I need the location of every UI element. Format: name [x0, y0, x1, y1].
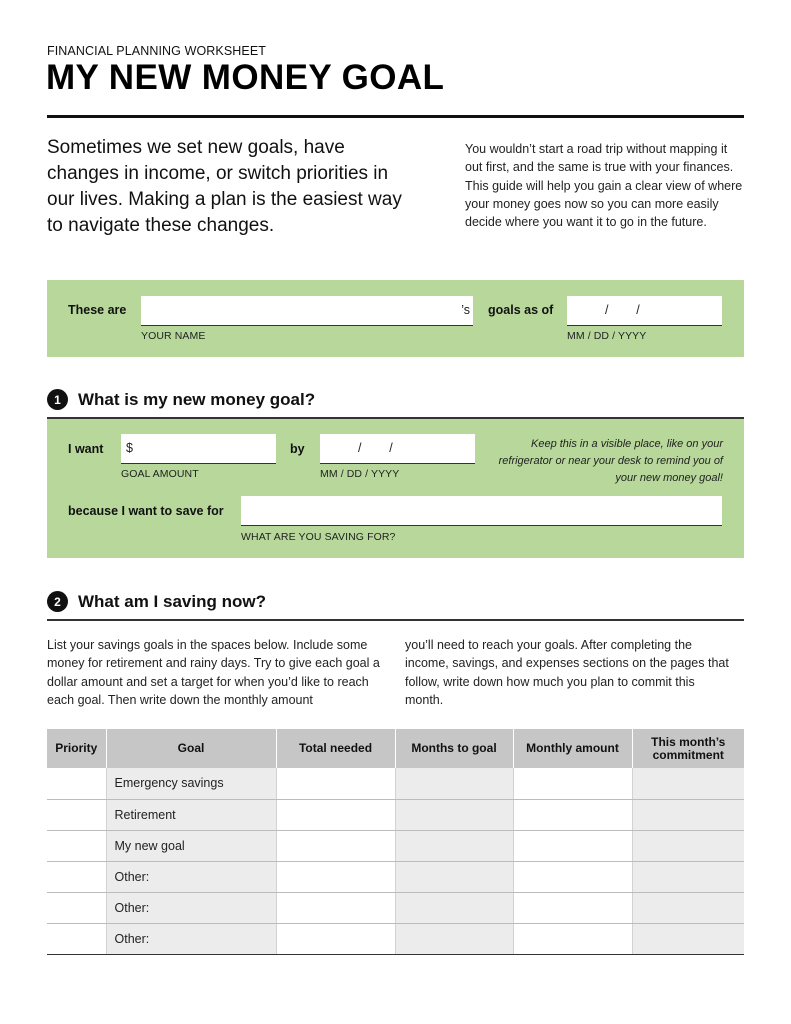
section-1-heading	[47, 389, 315, 410]
months-to-goal-cell[interactable]	[395, 892, 513, 923]
goals-as-of-label: goals as of	[488, 303, 554, 317]
priority-cell[interactable]	[47, 861, 106, 892]
goal-cell[interactable]: Other:	[106, 861, 276, 892]
monthly-amount-cell[interactable]	[513, 892, 632, 923]
col-header-commitment: This month’s commitment	[632, 729, 744, 768]
monthly-amount-cell[interactable]	[513, 861, 632, 892]
target-date-caption: MM / DD / YYYY	[320, 468, 400, 480]
section-2-heading	[47, 591, 266, 612]
goal-cell: My new goal	[106, 830, 276, 861]
priority-cell[interactable]	[47, 799, 106, 830]
section-number-badge: 2	[47, 591, 68, 612]
because-label: because I want to save for	[68, 504, 224, 518]
monthly-amount-cell[interactable]	[513, 830, 632, 861]
instructions-right: you’ll need to reach your goals. After completing the income, savings, and expenses sections on the pages that follow, write down how much you plan to commit this month.	[405, 638, 729, 707]
table-row	[47, 923, 744, 954]
date-slashes: / /	[605, 303, 640, 317]
section-title: What is my new money goal?	[78, 389, 316, 409]
commitment-cell[interactable]	[632, 923, 744, 954]
total-needed-cell[interactable]	[276, 892, 395, 923]
total-needed-cell[interactable]	[276, 923, 395, 954]
by-label: by	[290, 442, 305, 456]
i-want-label: I want	[68, 442, 104, 456]
table-row	[47, 861, 744, 892]
saving-for-caption: WHAT ARE YOU SAVING FOR?	[241, 531, 396, 543]
months-to-goal-cell[interactable]	[395, 799, 513, 830]
goal-amount-caption: GOAL AMOUNT	[121, 468, 199, 480]
months-to-goal-cell[interactable]	[395, 830, 513, 861]
target-date-field[interactable]	[320, 434, 475, 464]
col-header-total-needed: Total needed	[276, 729, 395, 768]
total-needed-cell[interactable]	[276, 861, 395, 892]
as-of-date-field[interactable]	[567, 296, 722, 326]
priority-cell[interactable]	[47, 830, 106, 861]
table-row	[47, 892, 744, 923]
col-header-monthly-amount: Monthly amount	[513, 729, 632, 768]
worksheet-kicker: FINANCIAL PLANNING WORKSHEET	[47, 44, 267, 58]
commitment-cell[interactable]	[632, 861, 744, 892]
lead-paragraph: Sometimes we set new goals, have changes in income, or switch priorities in our lives. Making a plan is the easiest way to navigate these changes.	[47, 137, 402, 236]
section-2-rule	[47, 619, 744, 621]
table-row	[47, 799, 744, 830]
col-header-priority: Priority	[47, 729, 106, 768]
goal-amount-field[interactable]	[121, 434, 276, 464]
section-number-badge: 1	[47, 389, 68, 410]
your-name-caption: YOUR NAME	[141, 330, 206, 342]
total-needed-cell[interactable]	[276, 799, 395, 830]
monthly-amount-cell[interactable]	[513, 923, 632, 954]
page-title: MY NEW MONEY GOAL	[46, 58, 445, 97]
monthly-amount-cell[interactable]	[513, 768, 632, 799]
goal-cell[interactable]: Other:	[106, 892, 276, 923]
total-needed-cell[interactable]	[276, 768, 395, 799]
months-to-goal-cell[interactable]	[395, 923, 513, 954]
goal-cell: Emergency savings	[106, 768, 276, 799]
goal-cell[interactable]: Other:	[106, 923, 276, 954]
your-name-field[interactable]	[141, 296, 473, 326]
currency-symbol: $	[126, 441, 133, 455]
col-header-months-to-goal: Months to goal	[395, 729, 513, 768]
these-are-label: These are	[68, 303, 127, 317]
priority-cell[interactable]	[47, 923, 106, 954]
date-slashes: / /	[358, 441, 393, 455]
table-row	[47, 830, 744, 861]
months-to-goal-cell[interactable]	[395, 861, 513, 892]
commitment-cell[interactable]	[632, 768, 744, 799]
intro-paragraph: You wouldn’t start a road trip without mapping it out first, and the same is true with your finances. This guide will help you gain a clear view of where your money goes now so you can more easily decide where you want it to go in the future.	[465, 142, 743, 230]
priority-cell[interactable]	[47, 892, 106, 923]
name-date-panel	[47, 280, 744, 357]
goal-cell: Retirement	[106, 799, 276, 830]
savings-goals-table	[47, 729, 744, 955]
commitment-cell[interactable]	[632, 892, 744, 923]
months-to-goal-cell[interactable]	[395, 768, 513, 799]
total-needed-cell[interactable]	[276, 830, 395, 861]
commitment-cell[interactable]	[632, 799, 744, 830]
commitment-cell[interactable]	[632, 830, 744, 861]
possessive-suffix: ’s	[461, 303, 470, 317]
priority-cell[interactable]	[47, 768, 106, 799]
instructions-left: List your savings goals in the spaces below. Include some money for retirement and rainy days. Try to give each goal a dollar amount and set a target for when you’d like to reach each goal. Then write down the monthly amount	[47, 638, 380, 707]
monthly-amount-cell[interactable]	[513, 799, 632, 830]
title-rule	[47, 115, 744, 118]
visible-place-note: Keep this in a visible place, like on your refrigerator or near your desk to remind you of your new money goal!	[498, 438, 723, 484]
table-header-row	[47, 729, 744, 768]
col-header-goal: Goal	[106, 729, 276, 768]
as-of-date-caption: MM / DD / YYYY	[567, 330, 647, 342]
table-row	[47, 768, 744, 799]
saving-for-field[interactable]	[241, 496, 722, 526]
section-title: What am I saving now?	[78, 591, 266, 611]
